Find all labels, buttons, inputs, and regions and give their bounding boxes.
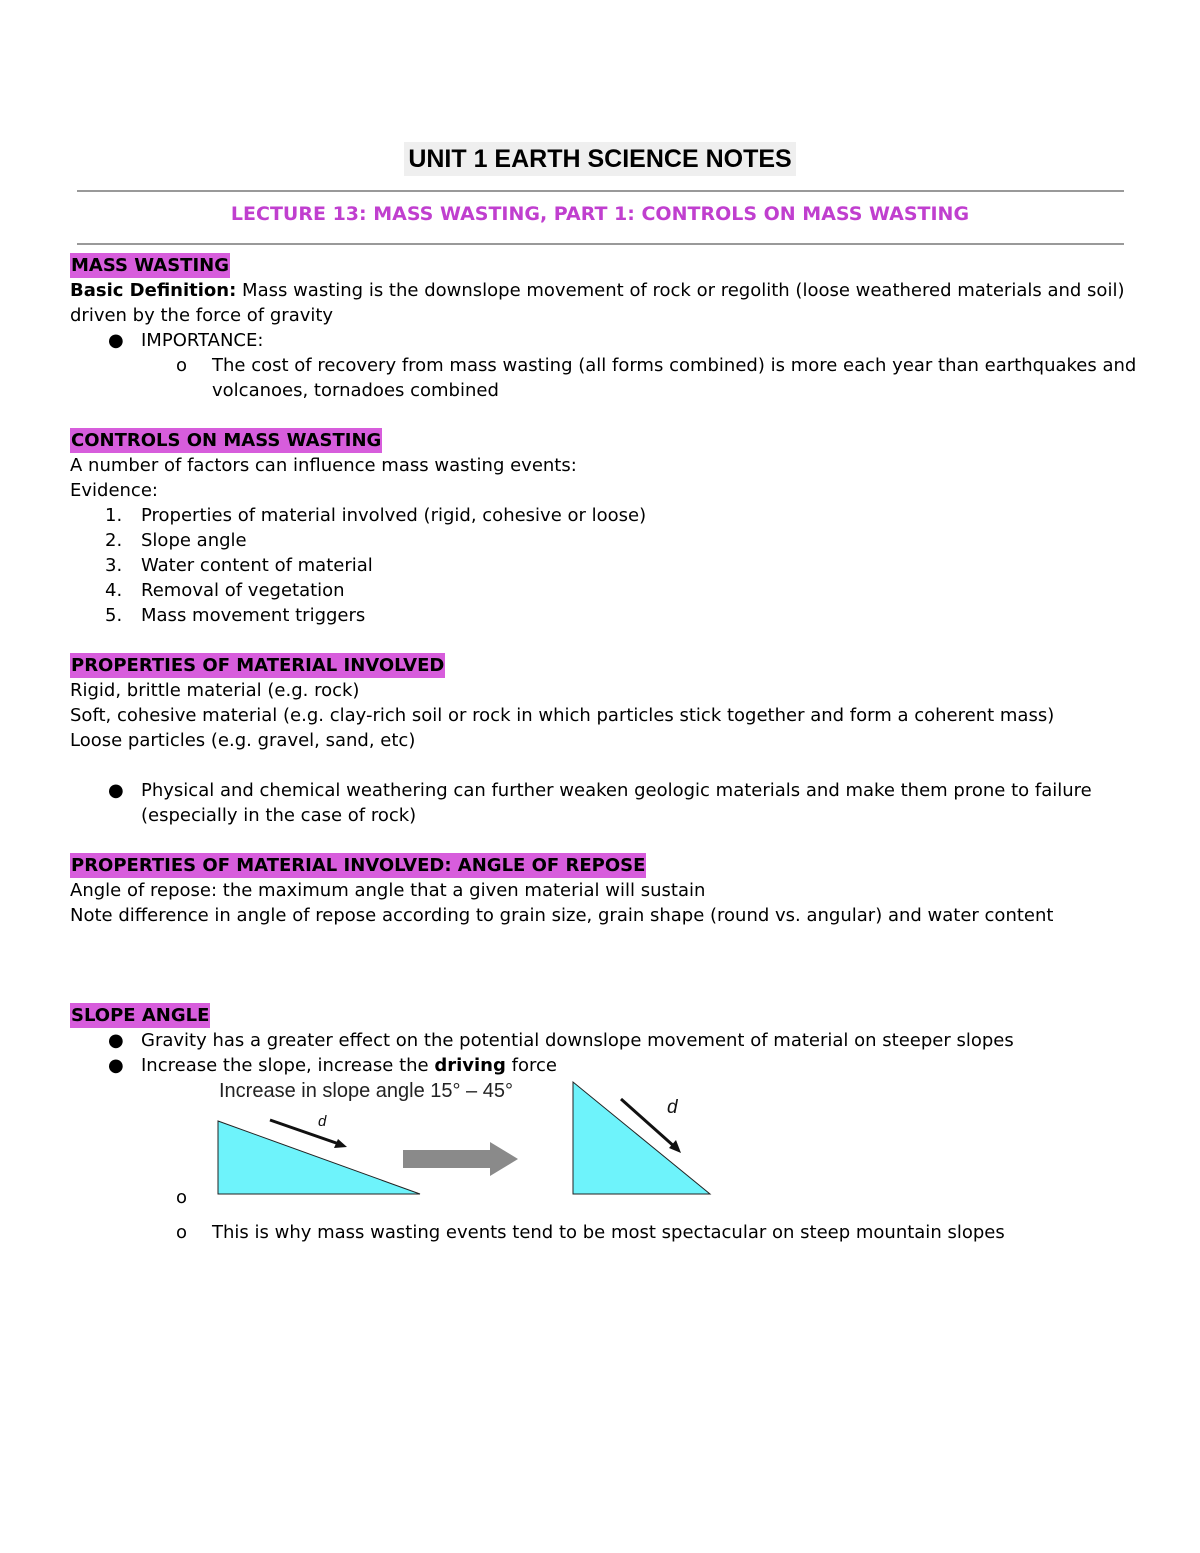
page-title-text: UNIT 1 EARTH SCIENCE NOTES <box>404 142 795 176</box>
list-item <box>70 1053 1140 1078</box>
steep-slope-triangle <box>573 1082 710 1194</box>
weathering-text: Physical and chemical weathering can further weaken geologic materials and make them prone to failure (especially in the case of rock) <box>141 780 1092 826</box>
controls-intro: A number of factors can influence mass wasting events: <box>70 455 577 476</box>
slope-figure-row <box>70 1078 1140 1220</box>
item-text: Removal of vegetation <box>141 580 345 601</box>
gravity-text: Gravity has a greater effect on the potential downslope movement of material on steeper slopes <box>141 1030 1014 1051</box>
item-number: 3. <box>105 555 123 576</box>
section-heading-slope-angle: SLOPE ANGLE <box>71 1005 210 1026</box>
driving-text-bold: driving <box>434 1055 506 1076</box>
item-number: 1. <box>105 505 123 526</box>
list-item <box>70 578 1140 603</box>
list-item <box>70 1220 1140 1245</box>
item-text: Slope angle <box>141 530 247 551</box>
left-d-label: d <box>318 1113 327 1130</box>
right-d-label: d <box>667 1097 678 1118</box>
repose-note: Note difference in angle of repose according to grain size, grain shape (round vs. angular) and water content <box>70 905 1054 926</box>
section-heading-angle-of-repose: PROPERTIES OF MATERIAL INVOLVED: ANGLE OF REPOSE <box>71 855 646 876</box>
slope-angle-figure <box>210 1078 730 1198</box>
bullet-marker: ● <box>108 780 124 801</box>
list-item <box>70 778 1140 828</box>
driving-text-post: force <box>505 1055 557 1076</box>
top-rule <box>77 190 1124 192</box>
section-heading-controls: CONTROLS ON MASS WASTING <box>71 430 382 451</box>
bottom-rule <box>77 243 1124 245</box>
lecture-title: LECTURE 13: MASS WASTING, PART 1: CONTROLS ON MASS WASTING <box>230 203 970 225</box>
item-number: 2. <box>105 530 123 551</box>
controls-list <box>70 503 1140 628</box>
section-heading-properties: PROPERTIES OF MATERIAL INVOLVED <box>71 655 445 676</box>
circle-marker: o <box>176 1222 188 1243</box>
driving-text-pre: Increase the slope, increase the <box>141 1055 435 1076</box>
figure-caption: Increase in slope angle 15° – 45° <box>219 1080 513 1102</box>
item-text: Water content of material <box>141 555 373 576</box>
transition-arrow <box>403 1142 518 1176</box>
item-number: 5. <box>105 605 123 626</box>
bullet-marker: ● <box>108 330 124 351</box>
page-title <box>0 142 1200 176</box>
list-item <box>70 503 1140 528</box>
importance-text: The cost of recovery from mass wasting (all forms combined) is more each year than earthquakes and volcanoes, tornadoes combined <box>212 355 1137 401</box>
item-text: Mass movement triggers <box>141 605 366 626</box>
repose-definition: Angle of repose: the maximum angle that a given material will sustain <box>70 880 706 901</box>
list-item <box>70 328 1140 353</box>
list-item <box>70 603 1140 628</box>
steep-slopes-text: This is why mass wasting events tend to be most spectacular on steep mountain slopes <box>212 1222 1005 1243</box>
section-heading-mass-wasting: MASS WASTING <box>71 255 229 276</box>
list-item <box>70 353 1140 403</box>
definition-label: Basic Definition: <box>70 280 237 301</box>
definition-paragraph <box>70 278 1140 328</box>
importance-label: IMPORTANCE: <box>141 330 264 351</box>
list-item <box>70 528 1140 553</box>
bullet-marker: ● <box>108 1055 124 1076</box>
item-text: Properties of material involved (rigid, cohesive or loose) <box>141 505 647 526</box>
item-number: 4. <box>105 580 123 601</box>
circle-marker: o <box>176 1187 188 1208</box>
definition-text: Mass wasting is the downslope movement of rock or regolith (loose weathered materials and soil) driven by the force of gravity <box>70 280 1125 326</box>
properties-line: Loose particles (e.g. gravel, sand, etc) <box>70 730 416 751</box>
list-item <box>70 553 1140 578</box>
gentle-slope-triangle <box>218 1121 420 1194</box>
circle-marker: o <box>176 355 188 376</box>
bullet-marker: ● <box>108 1030 124 1051</box>
properties-line: Soft, cohesive material (e.g. clay-rich soil or rock in which particles stick together and form a coherent mass) <box>70 705 1055 726</box>
properties-line: Rigid, brittle material (e.g. rock) <box>70 680 360 701</box>
left-direction-arrow <box>270 1120 342 1145</box>
notes-body <box>70 253 1140 1245</box>
evidence-label: Evidence: <box>70 480 158 501</box>
list-item <box>70 1028 1140 1053</box>
